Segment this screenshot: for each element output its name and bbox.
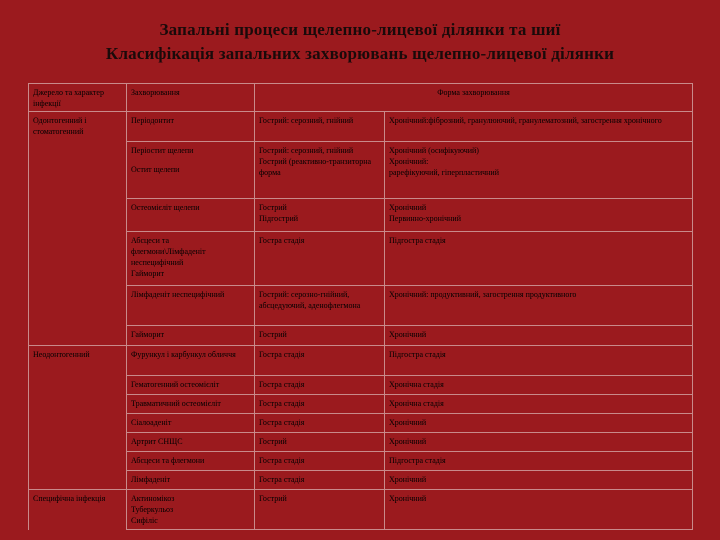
chronic-form-cell xyxy=(385,142,693,199)
acute-line: Гострий (реактивно-транзиторна форма xyxy=(259,157,372,177)
chronic-form-cell: Хронічний:фіброзний, гранулюючий, гранулематозний, загострення хронічного xyxy=(385,112,693,142)
chronic-form-cell: Хронічна стадія xyxy=(385,395,693,414)
chronic-form-cell: Хронічний xyxy=(385,471,693,490)
table-row xyxy=(29,395,693,414)
acute-form-cell: Гостра стадія xyxy=(255,346,385,376)
source-specific: Специфічна інфекція xyxy=(29,490,127,530)
chronic-form-cell: Хронічна стадія xyxy=(385,376,693,395)
acute-form-cell: Гостра стадія xyxy=(255,414,385,433)
acute-form-cell: Гострий xyxy=(255,490,385,530)
disease-cell: Артрит СНЩС xyxy=(127,433,255,452)
disease-cell xyxy=(127,232,255,286)
chronic-form-cell: Підгостра стадія xyxy=(385,452,693,471)
chronic-line: рарефікуючий, гіперпластичний xyxy=(389,168,499,177)
acute-form-cell: Гостра стадія xyxy=(255,452,385,471)
acute-form-cell: Гострий xyxy=(255,433,385,452)
header-row xyxy=(29,84,693,112)
disease-cell: Лімфаденіт неспецифічний xyxy=(127,286,255,326)
chronic-form-cell xyxy=(385,199,693,232)
disease-line: Туберкульоз xyxy=(131,505,174,514)
chronic-form-cell: Підгостра стадія xyxy=(385,346,693,376)
disease-cell: Лімфаденіт xyxy=(127,471,255,490)
disease-cell: Гайморит xyxy=(127,326,255,346)
disease-line: неспецифічний xyxy=(131,258,184,267)
table-row xyxy=(29,326,693,346)
acute-form-cell: Гострий: серозний, гнійний xyxy=(255,112,385,142)
chronic-line: Хронічний (осифікуючий) xyxy=(389,146,479,155)
table-row xyxy=(29,376,693,395)
acute-line: Підгострий xyxy=(259,214,299,223)
acute-form-cell xyxy=(255,199,385,232)
header-disease: Захворювання xyxy=(127,84,255,112)
chronic-line: Хронічний xyxy=(389,203,427,212)
header-source: Джерело та характер інфекції xyxy=(29,84,127,112)
disease-cell: Травматичний остеомієліт xyxy=(127,395,255,414)
acute-line: Гострий xyxy=(259,203,287,212)
chronic-form-cell: Підгостра стадія xyxy=(385,232,693,286)
table-row xyxy=(29,112,693,142)
chronic-form-cell: Хронічний: продуктивний, загострення продуктивного xyxy=(385,286,693,326)
chronic-form-cell: Хронічний xyxy=(385,326,693,346)
table-row xyxy=(29,433,693,452)
disease-line: Періостит щелепи xyxy=(131,146,194,155)
chronic-form-cell: Хронічний xyxy=(385,490,693,530)
acute-form-cell: Гостра стадія xyxy=(255,471,385,490)
table-row xyxy=(29,452,693,471)
title-line-1: Запальні процеси щелепно-лицевої ділянки та шиї xyxy=(159,20,561,39)
disease-cell: Гематогенний остеомієліт xyxy=(127,376,255,395)
table-row xyxy=(29,414,693,433)
disease-line: Абсцеси та xyxy=(131,236,169,245)
table-row xyxy=(29,346,693,376)
chronic-form-cell: Хронічний xyxy=(385,433,693,452)
acute-form-cell xyxy=(255,142,385,199)
disease-cell: Сіалоаденіт xyxy=(127,414,255,433)
acute-form-cell: Гострий xyxy=(255,326,385,346)
table-row xyxy=(29,199,693,232)
disease-line: Сифіліс xyxy=(131,516,158,525)
acute-line: Гострий: серозний, гнійний xyxy=(259,146,354,155)
table-row xyxy=(29,286,693,326)
disease-line: Актиномікоз xyxy=(131,494,175,503)
disease-cell: Остеомієліт щелепи xyxy=(127,199,255,232)
classification-table xyxy=(28,83,693,530)
disease-line: Остит щелепи xyxy=(131,165,180,174)
title-line-2: Класифікація запальних захворювань щелепно-лицевої ділянки xyxy=(105,44,615,63)
acute-form-cell: Гостра стадія xyxy=(255,395,385,414)
disease-line: Гайморит xyxy=(131,269,165,278)
table-row xyxy=(29,490,693,530)
table-row xyxy=(29,142,693,199)
table-row xyxy=(29,232,693,286)
header-form: Форма захворювання xyxy=(255,84,693,112)
source-odontogenic: Одонтогенний і стоматогенний xyxy=(29,112,127,346)
chronic-form-cell: Хронічний xyxy=(385,414,693,433)
acute-form-cell: Гостра стадія xyxy=(255,376,385,395)
acute-form-cell: Гостра стадія xyxy=(255,232,385,286)
acute-form-cell: Гострий: серозно-гнійний, абсцедуючий, аденофлегмона xyxy=(255,286,385,326)
disease-cell: Періодонтит xyxy=(127,112,255,142)
source-nonodontogenic: Неодонтогенний xyxy=(29,346,127,490)
chronic-line: Первинно-хронічний xyxy=(389,214,461,223)
disease-line: флегмони\Лімфаденіт xyxy=(131,247,206,256)
disease-cell xyxy=(127,490,255,530)
disease-cell: Абсцеси та флегмони xyxy=(127,452,255,471)
slide-title xyxy=(0,18,720,66)
table-row xyxy=(29,471,693,490)
disease-cell: Фурункул і карбункул обличчя xyxy=(127,346,255,376)
chronic-line: Хронічний: xyxy=(389,157,429,166)
disease-cell xyxy=(127,142,255,199)
